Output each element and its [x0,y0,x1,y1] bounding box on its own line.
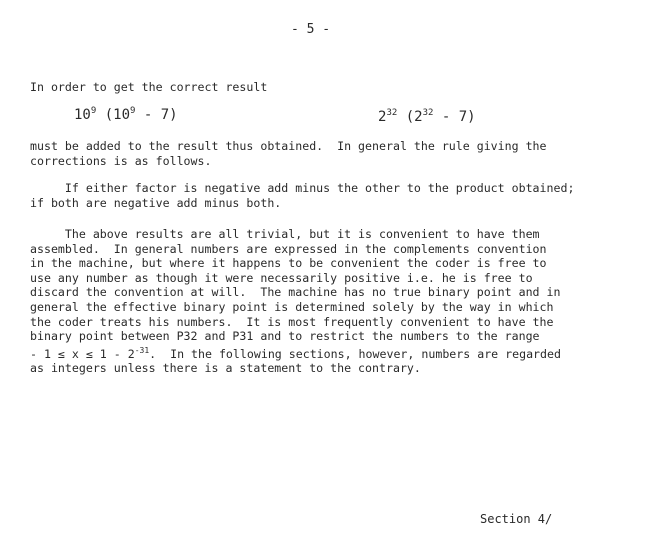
range-line: - $1 \le x \le 1 - 2^{-31}$. In the following sections, however, numbers are regarded [30,345,561,361]
paragraph-3 [30,227,630,376]
text-line: use any number as though it were necessarily positive i.e. he is free to [30,270,533,285]
text-line: the coder treats his numbers. It is most frequently convenient to have the [30,314,554,329]
paragraph-2 [30,181,630,210]
text-line: as integers unless there is a statement to the contrary. [30,361,421,376]
text-line: general the effective binary point is determined solely by the way in which [30,299,554,314]
text-line: If either factor is negative add minus the other to the product obtained; [30,181,575,195]
text-line: discard the convention at will. The machine has no true binary point and in [30,285,561,300]
page-number: - 5 - [291,22,331,37]
formula-binary: $2^{32}$ $(2^{32} - 7)$ [378,108,476,125]
formula-decimal: $10^9$ $(10^9 - 7)$ [74,106,178,123]
paragraph-1 [30,139,630,168]
footer-section-ref: Section 4/ [480,512,553,526]
intro-line: In order to get the correct result [30,80,268,94]
text-line: binary point between P32 and P31 and to restrict the numbers to the range [30,329,540,344]
text-line: if both are negative add minus both. [30,195,282,210]
text-line: in the machine, but where it happens to be convenient the coder is free to [30,256,547,271]
text-line: must be added to the result thus obtained. In general the rule giving the [30,139,547,153]
text-line: corrections is as follows. [30,153,212,168]
text-line: The above results are all trivial, but it is convenient to have them [30,227,540,241]
text-line: assembled. In general numbers are expressed in the complements convention [30,241,547,256]
